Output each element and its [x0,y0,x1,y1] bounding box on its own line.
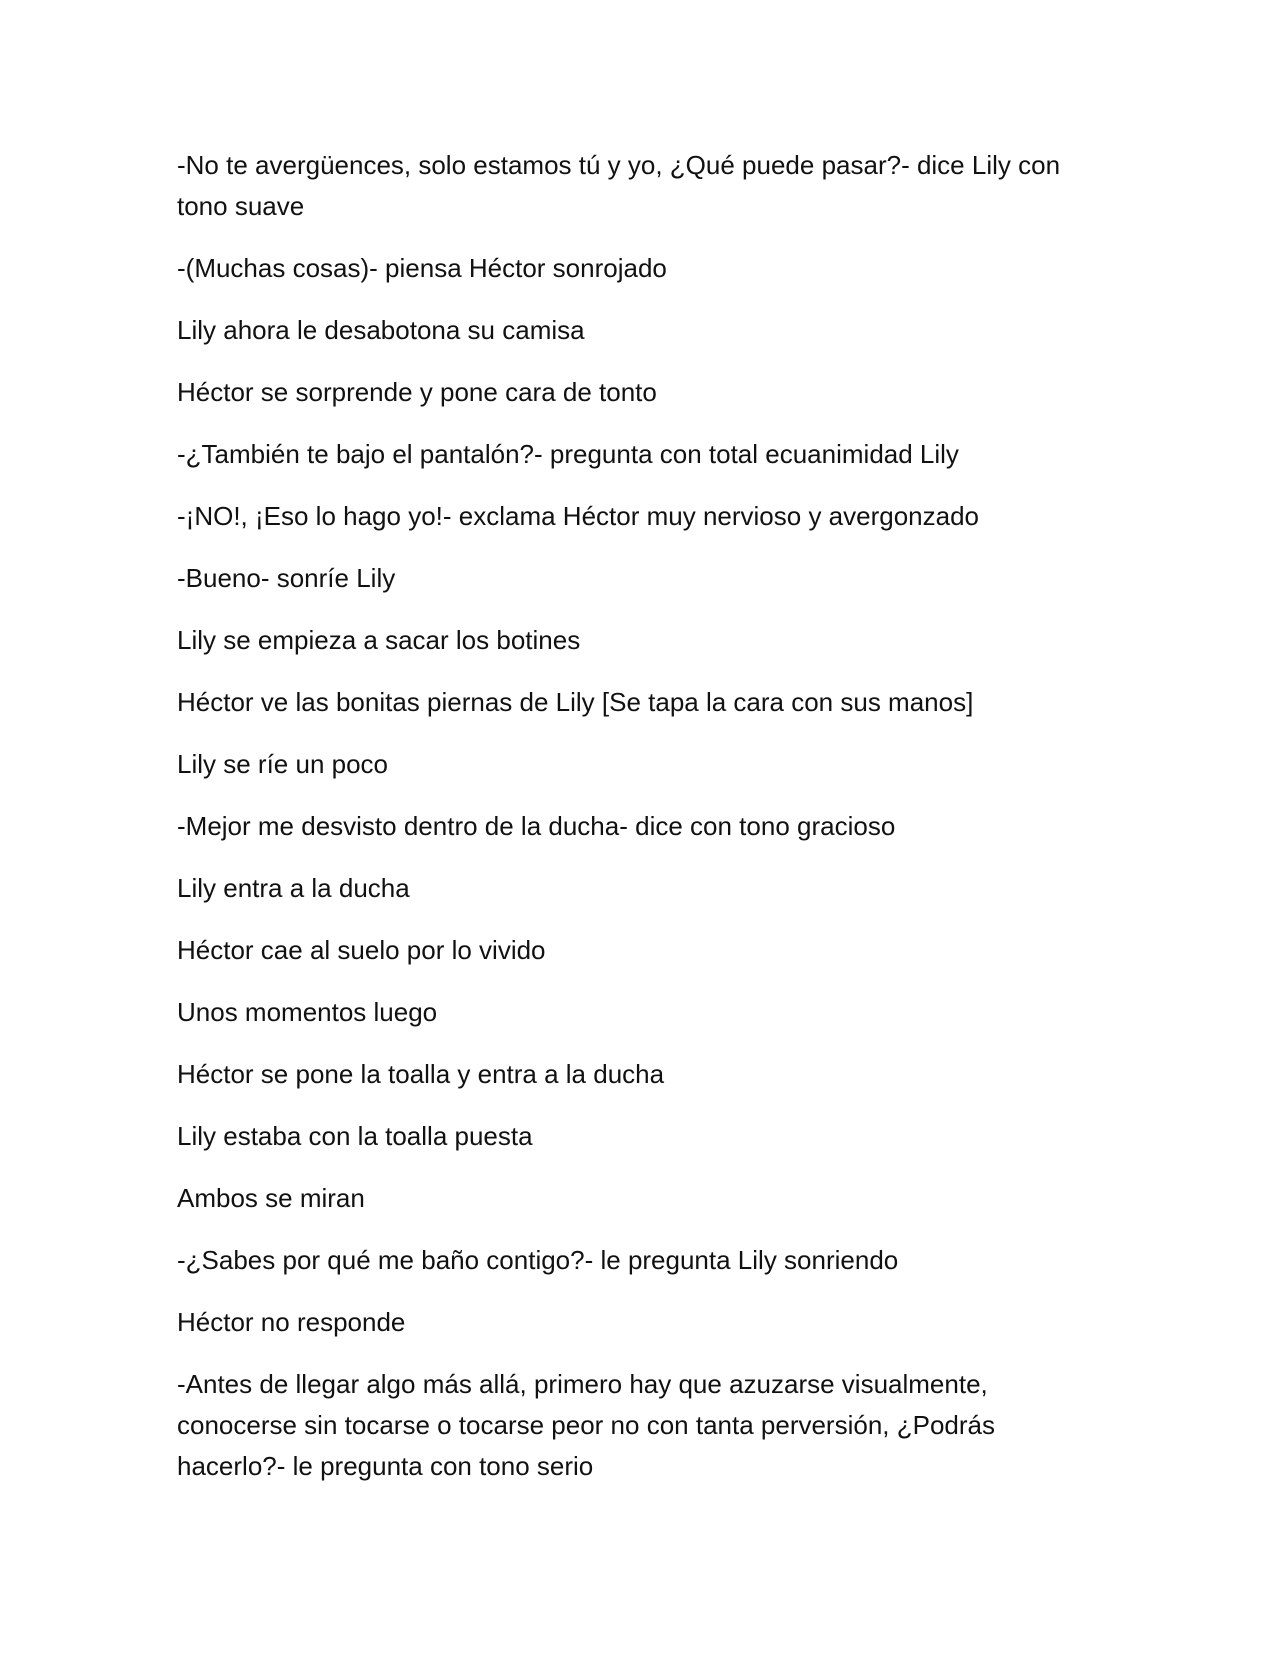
paragraph-19: Héctor no responde [177,1307,406,1337]
paragraph-7: -Bueno- sonríe Lily [177,563,396,593]
paragraph-3: Lily ahora le desabotona su camisa [177,315,585,345]
paragraph-8: Lily se empieza a sacar los botines [177,625,581,655]
paragraph-15: Héctor se pone la toalla y entra a la ducha [177,1059,665,1089]
paragraph-14: Unos momentos luego [177,997,438,1027]
paragraph-1: -No te avergüences, solo estamos tú y yo, ¿Qué puede pasar?- dice Lily con tono suave [177,150,1061,221]
document-body [177,145,1097,1508]
paragraph-5: -¿También te bajo el pantalón?- pregunta con total ecuanimidad Lily [177,439,959,469]
paragraph-13: Héctor cae al suelo por lo vivido [177,935,546,965]
paragraph-4: Héctor se sorprende y pone cara de tonto [177,377,657,407]
paragraph-9: Héctor ve las bonitas piernas de Lily [Se tapa la cara con sus manos] [177,687,974,717]
paragraph-20: -Antes de llegar algo más allá, primero hay que azuzarse visualmente, conocerse sin tocarse o tocarse peor no con tanta perversión, ¿Podrás hacerlo?- le pregunta con tono serio [177,1369,995,1481]
paragraph-16: Lily estaba con la toalla puesta [177,1121,533,1151]
paragraph-11: -Mejor me desvisto dentro de la ducha- dice con tono gracioso [177,811,896,841]
paragraph-12: Lily entra a la ducha [177,873,410,903]
paragraph-10: Lily se ríe un poco [177,749,389,779]
paragraph-17: Ambos se miran [177,1183,365,1213]
paragraph-6: -¡NO!, ¡Eso lo hago yo!- exclama Héctor muy nervioso y avergonzado [177,501,980,531]
paragraph-2: -(Muchas cosas)- piensa Héctor sonrojado [177,253,667,283]
paragraph-18: -¿Sabes por qué me baño contigo?- le pregunta Lily sonriendo [177,1245,899,1275]
